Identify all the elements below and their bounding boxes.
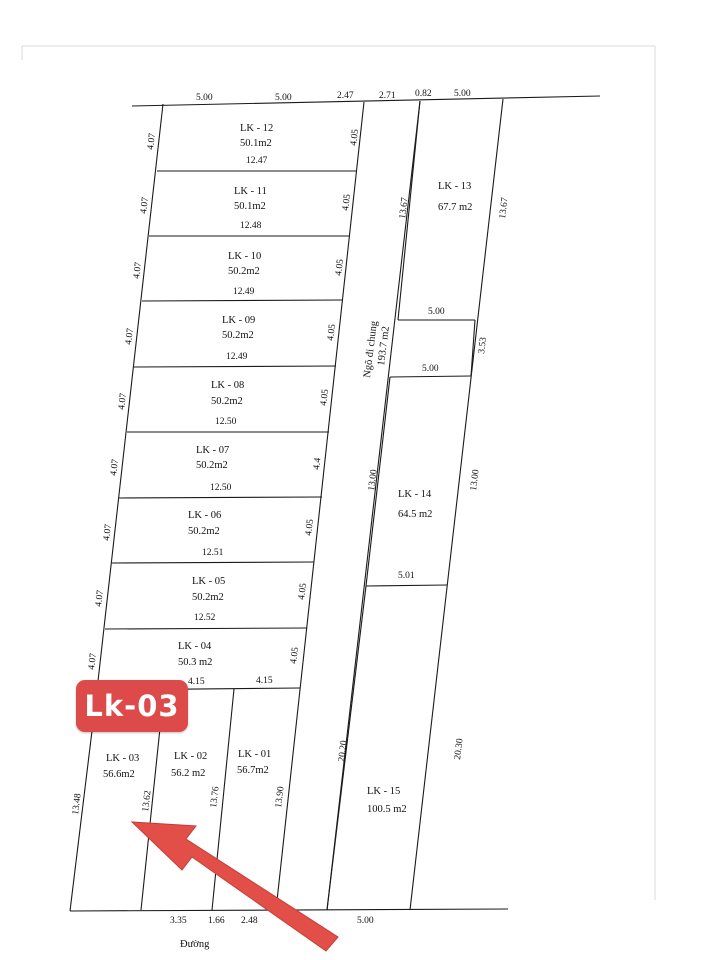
bottom-dim: 2.48 <box>241 916 258 926</box>
lot-width: 12.50 <box>215 417 237 427</box>
top-dim: 2.71 <box>379 91 396 101</box>
lane-lower-length: 20.20 <box>337 739 350 763</box>
lot-area-lk01: 56.7m2 <box>237 765 269 776</box>
lot-area-lk02: 56.2 m2 <box>171 768 206 779</box>
right-dim: 4.05 <box>334 258 347 277</box>
right-dim: 4.05 <box>349 128 362 147</box>
lot-lk13 <box>398 181 511 317</box>
lk14-bottom-edge <box>366 585 447 586</box>
lot-lk15 <box>367 738 466 815</box>
lot-name: LK - 06 <box>188 510 222 521</box>
lot-name: LK - 08 <box>211 380 245 391</box>
lot-area: 50.2m2 <box>192 592 224 603</box>
lot-width: 12.48 <box>240 221 262 231</box>
lot-area: 50.3 m2 <box>178 657 213 668</box>
left-dim: 4.07 <box>94 589 107 608</box>
lk03-side-dim: 13.48 <box>71 792 84 816</box>
lot-area: 50.2m2 <box>222 330 254 341</box>
lot-name-lk01: LK - 01 <box>238 749 272 760</box>
lot-area: 50.2m2 <box>196 460 228 471</box>
lk04-bottom-dim: 4.15 <box>256 676 273 686</box>
lk13-bottom-dim: 5.00 <box>428 307 445 317</box>
lk13-right-dim: 13.67 <box>498 196 511 220</box>
lk14-bottom-dim: 5.01 <box>398 571 415 581</box>
lot-area: 50.2m2 <box>188 526 220 537</box>
lot-width: 12.51 <box>202 548 224 558</box>
lot-name: LK - 12 <box>240 123 274 134</box>
top-dim: 2.47 <box>337 91 354 101</box>
lot-width: 12.52 <box>194 613 216 623</box>
lk14-top-edge <box>390 376 471 377</box>
lk02-side-dim: 13.62 <box>141 789 154 813</box>
top-dim: 0.82 <box>415 89 432 99</box>
lot-lk14 <box>367 469 482 581</box>
bottom-dim: 3.35 <box>170 916 187 926</box>
lot-callout-badge <box>76 680 188 732</box>
lot-name-lk03: LK - 03 <box>106 753 140 764</box>
lot-name: LK - 07 <box>196 445 230 456</box>
lot-name: LK - 10 <box>228 251 262 262</box>
lot-name: LK - 15 <box>367 786 401 797</box>
lot-area: 50.2m2 <box>211 396 243 407</box>
lot-name: LK - 09 <box>222 315 256 326</box>
gap-top-dim: 5.00 <box>422 364 439 374</box>
lot-area: 50.1m2 <box>234 201 266 212</box>
lk15-right-dim: 20.30 <box>453 737 466 761</box>
lk13-left-dim: 13.67 <box>398 196 411 220</box>
left-dim: 4.07 <box>102 523 115 542</box>
lk01-side-dim: 13.76 <box>209 785 222 809</box>
right-outer-boundary <box>410 99 503 910</box>
left-dimensions <box>87 132 158 670</box>
lot-width: 12.50 <box>210 483 232 493</box>
lk14-right-dim: 13.00 <box>469 468 482 492</box>
bottom-dimensions <box>170 916 374 950</box>
upper-lots-left-edge <box>97 104 163 690</box>
right-dim: 4.05 <box>297 582 310 601</box>
lot-name: LK - 14 <box>398 489 432 500</box>
lot-area: 100.5 m2 <box>367 804 407 815</box>
left-dim: 4.07 <box>117 392 130 411</box>
lot-area: 50.1m2 <box>240 138 272 149</box>
shared-lane <box>337 320 392 763</box>
right-dimensions <box>289 128 361 664</box>
lk01-right-dim: 13.90 <box>274 785 287 809</box>
lot-area: 67.7 m2 <box>438 202 473 213</box>
top-dimensions <box>196 89 471 103</box>
left-dim: 4.07 <box>124 327 137 346</box>
lk14-left-dim: 13.00 <box>367 468 380 492</box>
upper-lots <box>178 123 273 687</box>
lot-name: LK - 05 <box>192 576 226 587</box>
lot-name: LK - 11 <box>234 186 267 197</box>
left-dim: 4.07 <box>139 196 152 215</box>
lk04-bottom-dim: 4.15 <box>188 677 205 687</box>
gap-right-dim: 3.53 <box>477 336 490 355</box>
lane-left-edge <box>276 102 364 910</box>
right-dim: 4.4 <box>312 457 324 471</box>
left-dim: 4.07 <box>146 132 159 151</box>
left-dim: 4.07 <box>109 458 122 477</box>
lot-name: LK - 04 <box>178 641 212 652</box>
lower-lots <box>71 749 287 815</box>
lot-width: 12.49 <box>226 352 248 362</box>
road-label: Đường <box>180 939 210 950</box>
top-dim: 5.00 <box>196 93 213 103</box>
right-dim: 4.05 <box>341 193 354 212</box>
lot-area: 50.2m2 <box>228 266 260 277</box>
pointer-arrow <box>132 822 338 951</box>
callout-label: Lk-03 <box>84 689 180 723</box>
lot-width: 12.47 <box>246 156 268 166</box>
lane-area: 193.7 m2 <box>376 325 392 367</box>
arrow-icon <box>132 822 338 951</box>
lot-name-lk02: LK - 02 <box>174 751 208 762</box>
top-dim: 5.00 <box>275 93 292 103</box>
right-dim: 4.05 <box>289 646 302 665</box>
left-dim: 4.07 <box>87 652 100 671</box>
lot-width: 12.49 <box>233 287 255 297</box>
lane-label: Ngõ đi chung <box>362 320 380 379</box>
bottom-dim: 5.00 <box>357 916 374 926</box>
lot-area-lk03: 56.6m2 <box>103 769 135 780</box>
top-dim: 5.00 <box>454 89 471 99</box>
left-dim: 4.07 <box>132 261 145 280</box>
upper-lot-dividers <box>97 171 357 690</box>
bottom-dim: 1.66 <box>208 916 225 926</box>
lot-area: 64.5 m2 <box>398 509 433 520</box>
right-dim: 4.05 <box>326 323 339 342</box>
right-dim: 4.05 <box>304 518 317 537</box>
lot-name: LK - 13 <box>438 181 472 192</box>
right-dim: 4.05 <box>319 388 332 407</box>
